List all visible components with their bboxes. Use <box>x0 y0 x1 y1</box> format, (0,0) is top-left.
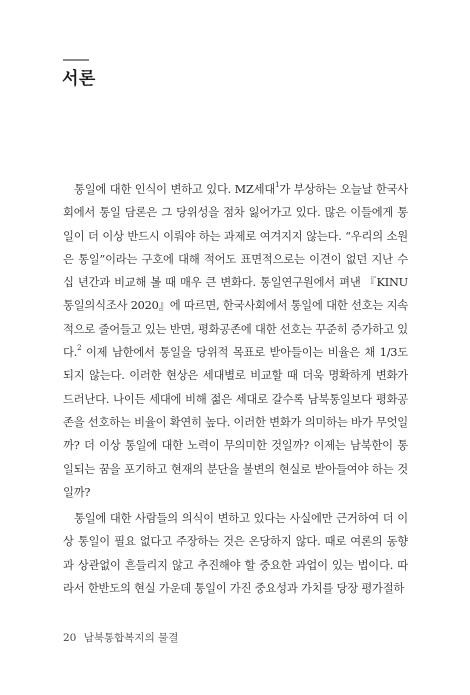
chapter-rule <box>63 59 89 61</box>
paragraph-1 <box>63 178 408 504</box>
running-title: 남북통합복지의 물결 <box>83 632 179 644</box>
chapter-title: 서론 <box>62 69 96 89</box>
paragraph-2: 통일에 대한 사람들의 의식이 변하고 있다는 사실에만 근거하여 더 이상 통일이 필요 없다고 주장하는 것은 온당하지 않다. 때로 여론의 동향과 상관없이 흔들리지 않고 추진해야 할 중요한 과업이 있는 법이다. 따라서 한반도의 현실 가운데 통일이 가진 중요성과 가치를 당장 평가절하 <box>63 512 408 596</box>
footnote-ref-2: 2 <box>77 344 82 353</box>
paragraph-1-part-a: 통일에 대한 인식이 변하고 있다. MZ세대 <box>74 183 276 196</box>
paragraph-1-part-c: 이제 남한에서 통일을 당위적 목표로 받아들이는 비율은 채 1/3도 되지 않는다. 이러한 현상은 세대별로 비교할 때 더욱 명확하게 변화가 드러난다. 나이든 세대에 비해 젊은 세대로 갈수록 남북통일보다 평화공존을 선호하는 비율이 확연히 높다. 이러한 변화가 의미하는 바가 무엇일까? 더 이상 통일에 대한 노력이 무의미한 것일까? 이제는 남북한이 통일되는 꿈을 포기하고 현재의 분단을 불변의 현실로 받아들여야 하는 것일까? <box>63 346 408 499</box>
body-text <box>63 178 408 600</box>
page-footer <box>63 630 178 645</box>
page-number: 20 <box>63 632 77 644</box>
paragraph-1-part-b: 가 부상하는 오늘날 한국사회에서 통일 담론은 그 당위성을 점차 잃어가고 있다. 많은 이들에게 통일이 더 이상 반드시 이뤄야 하는 과제로 여겨지지 않는다. “우리의 소원은 통일”이라는 구호에 대해 적어도 표면적으로는 이견이 없던 지난 수십 년간과 비교해 볼 때 매우 큰 변화다. 통일연구원에서 펴낸 『KINU 통일의식조사 2020』에 따르면, 한국사회에서 통일에 대한 선호는 지속적으로 줄어들고 있는 반면, 평화공존에 대한 선호는 꾸준히 증가하고 있다. <box>63 183 408 360</box>
footnote-ref-1: 1 <box>275 181 280 190</box>
